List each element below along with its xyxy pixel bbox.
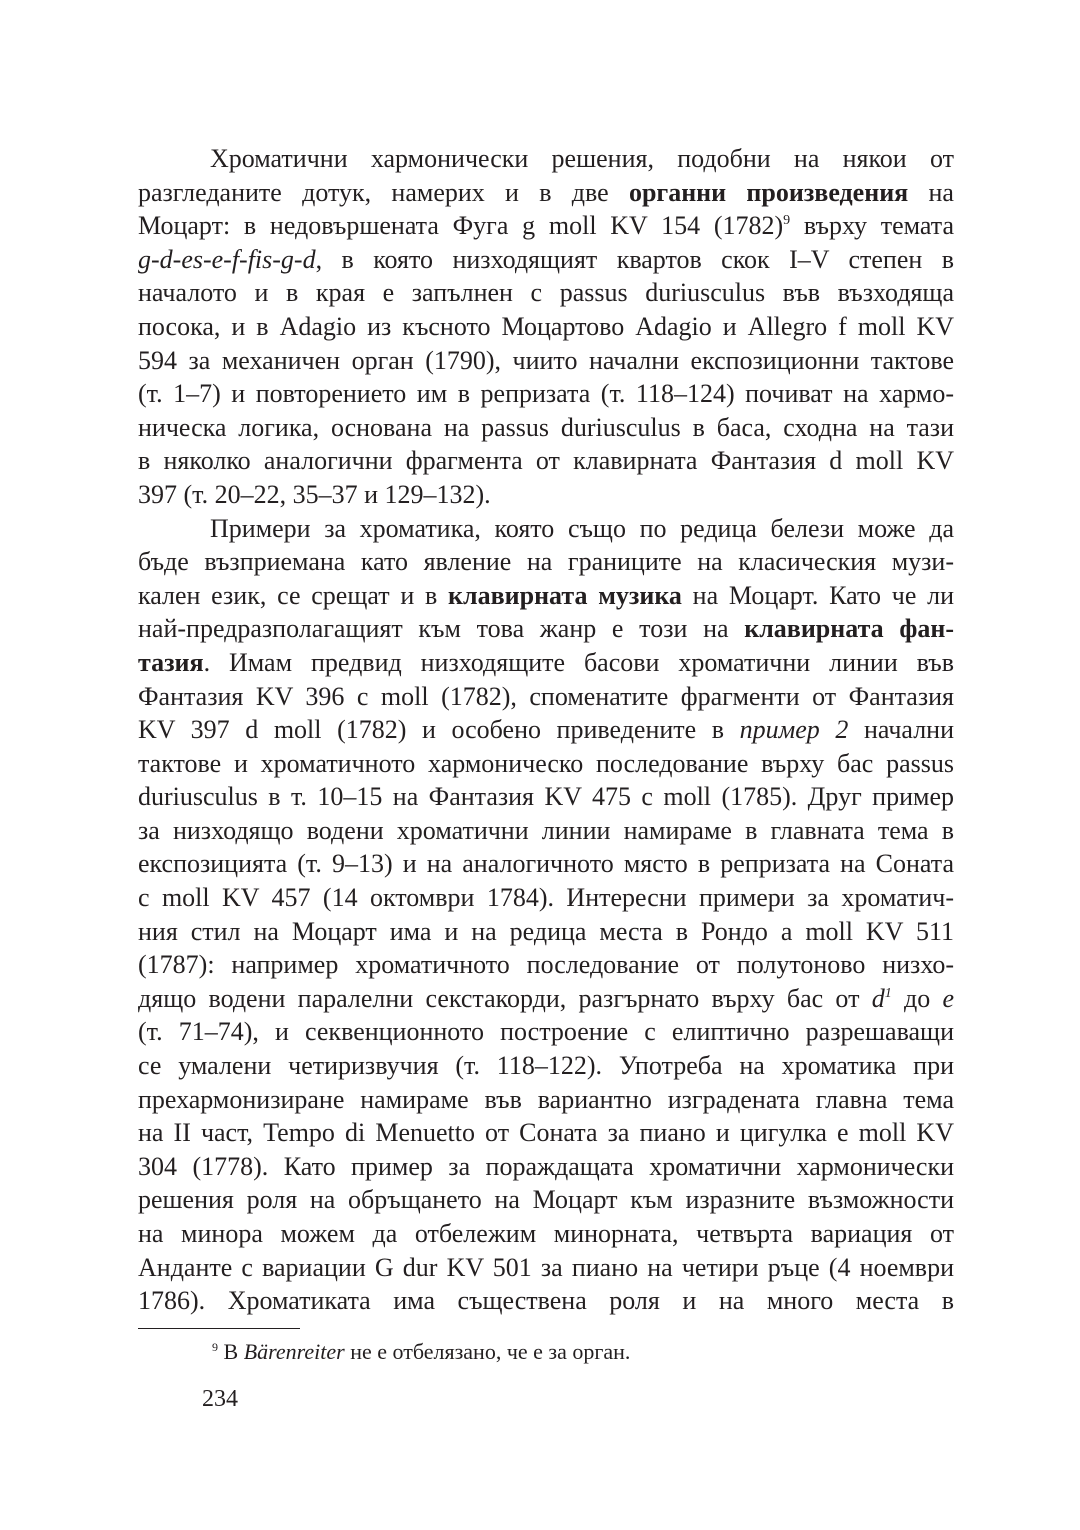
paragraph-2-line-17: се умалени четиризвучия (т. 118–122). Употреба на хроматика при xyxy=(138,1051,954,1081)
superscript-octave: 1 xyxy=(884,985,892,1001)
italic-note-e: e xyxy=(942,983,955,1013)
bold-term-piano-music: клавирната музика xyxy=(448,580,682,610)
paragraph-2-line-8: тактове и хроматичното хармоническо последование върху бас passus xyxy=(138,748,954,778)
paragraph-1-line-2: разгледаните дотук, намерих и в две органни произведения на xyxy=(138,177,954,207)
paragraph-2-line-11: експозицията (т. 9–13) и на аналогичното място в репризата на Соната xyxy=(138,849,954,879)
italic-example-ref: пример 2 xyxy=(739,715,849,745)
paragraph-2-line-1: Примери за хроматика, която също по редица белези може да xyxy=(210,513,954,543)
italic-publisher: Bärenreiter xyxy=(243,1339,345,1364)
paragraph-2-line-16: (т. 71–74), и секвенционното построение с елиптично разрешаващи xyxy=(138,1017,954,1047)
footnote-ref-9: 9 xyxy=(783,213,791,229)
paragraph-2-line-3: кален език, се срещат и в клавирната музика на Моцарт. Като че ли xyxy=(138,580,955,610)
paragraph-2-line-13: ния стил на Моцарт има и на редица места в Рондо a moll KV 511 xyxy=(138,916,954,946)
paragraph-2-line-12: c moll KV 457 (14 октомври 1784). Интересни примери за хроматич- xyxy=(138,883,954,913)
footnote-9: $^9$ В Bärenreiter не е отбелязано, че е за орган. xyxy=(212,1339,631,1364)
paragraph-2-line-5: тазия. Имам предвид низходящите басови хроматични линии във xyxy=(138,647,954,677)
bold-term-piano-fantasia-part-1: клавирната фан- xyxy=(744,614,954,644)
paragraph-2-line-6: Фантазия KV 396 c moll (1782), споменатите фрагменти от Фантазия xyxy=(138,681,954,711)
paragraph-2-line-19: на II част, Tempo di Menuetto от Соната за пиано и цигулка e moll KV xyxy=(138,1118,954,1148)
body-text xyxy=(138,142,954,1318)
paragraph-2-line-2: бъде възприемана като явление на границите на класическия музи- xyxy=(138,547,954,577)
italic-theme-notes: g-d-es-e-f-fis-g-d xyxy=(138,244,316,274)
paragraph-2-line-22: на минора можем да отбележим минорната, четвърта вариация от xyxy=(138,1219,954,1248)
footnote-divider xyxy=(138,1328,300,1329)
paragraph-2-line-9: duriusculus в т. 10–15 на Фантазия KV 475 c moll (1785). Друг пример xyxy=(138,782,954,812)
paragraph-2-line-18: прехармонизиране намираме във вариантно изградената главна тема xyxy=(138,1084,954,1114)
paragraph-2-line-4: най-предразполагащият към това жанр е този на клавирната фан- xyxy=(138,614,954,644)
paragraph-2-line-14: (1787): например хроматичното последование от полутоново низхо- xyxy=(138,950,954,980)
footnote-number: 9 xyxy=(212,1340,218,1354)
bold-term-piano-fantasia-part-2: тазия xyxy=(138,647,204,677)
paragraph-2-line-7: KV 397 d moll (1782) и особено приведените в пример 2 начални xyxy=(138,715,954,745)
paragraph-1-line-4: g-d-es-e-f-fis-g-d, в която низходящият квартов скок I–V степен в xyxy=(138,244,954,274)
paragraph-2-line-15: дящо водени паралелни секстакорди, разгърнато върху бас от $d^1$ до e xyxy=(138,983,955,1013)
paragraph-2-line-23: Анданте с вариации G dur KV 501 за пиано на четири ръце (4 ноември xyxy=(138,1252,954,1282)
paragraph-1-line-3: Моцарт: в недовършената Фуга g moll KV 154 $(1782)^9$ върху темата xyxy=(138,211,955,241)
bold-term-organ-works: органни произведения xyxy=(628,177,909,207)
paragraph-2-line-24: 1786). Хроматиката има съществена роля и на много места в xyxy=(138,1286,954,1316)
paragraph-1-line-1: Хроматични хармонически решения, подобни на някои от xyxy=(210,144,954,173)
paragraph-1-line-9: ническа логика, основана на passus duriusculus в баса, сходна на тази xyxy=(138,412,954,442)
paragraph-1-line-7: 594 за механичен орган (1790), чиито начални експозиционни тактове xyxy=(138,345,954,375)
paragraph-1-line-5: началото и в края е запълнен с passus duriusculus във възходяща xyxy=(138,278,954,308)
paragraph-2-line-20: 304 (1778). Като пример за пораждащата хроматични хармонически xyxy=(138,1151,954,1181)
paragraph-1-line-11: 397 (т. 20–22, 35–37 и 129–132). xyxy=(138,479,491,509)
paragraph-1-line-8: (т. 1–7) и повторението им в репризата (т. 118–124) почиват на хармо- xyxy=(138,379,954,409)
paragraph-2-line-10: за низходящо водени хроматични линии намираме в главната тема в xyxy=(138,815,954,845)
italic-note-d: d xyxy=(871,983,885,1013)
paragraph-1-line-6: посока, и в Adagio из късното Моцартово Adagio и Allegro f moll KV xyxy=(138,311,954,341)
page-number: 234 xyxy=(202,1386,238,1412)
paragraph-2-line-21: решения роля на обръщането на Моцарт към изразните възможности xyxy=(138,1185,954,1215)
paragraph-1-line-10: в няколко аналогични фрагмента от клавирната Фантазия d moll KV xyxy=(138,446,954,476)
